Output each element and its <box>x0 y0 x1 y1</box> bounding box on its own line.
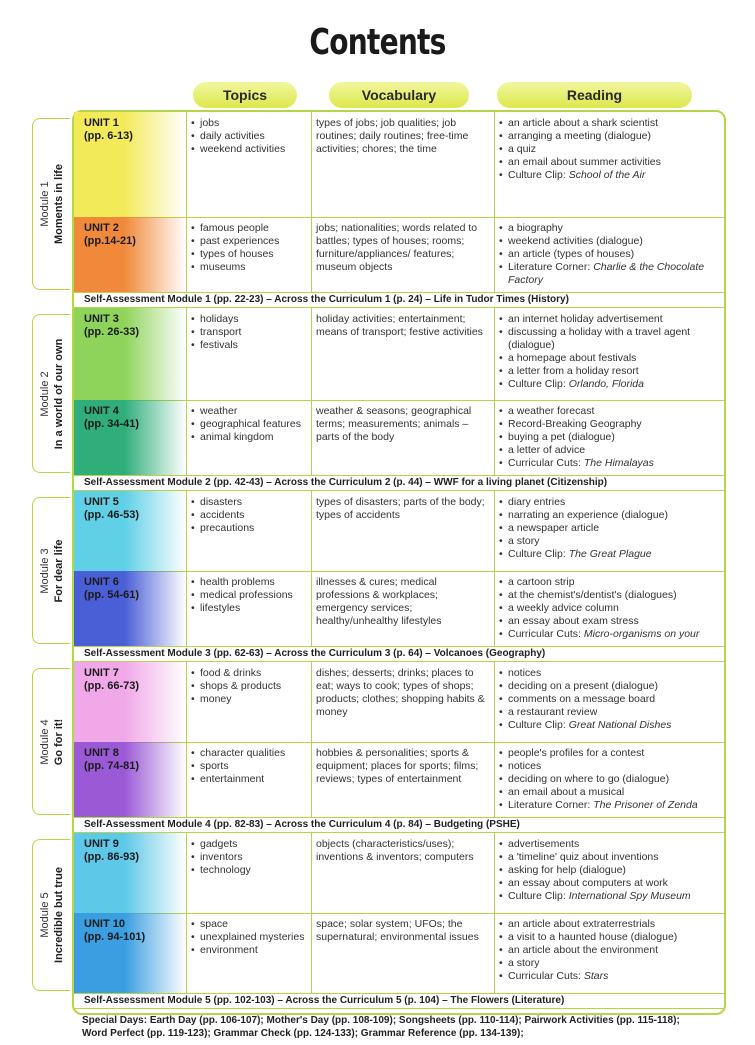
reading-list <box>499 313 720 391</box>
unit-cell <box>74 571 186 646</box>
reading-list <box>499 747 720 812</box>
reading-item-special <box>499 457 720 470</box>
topics-cell <box>186 913 311 993</box>
reading-special-label: Culture Clip: <box>508 719 566 731</box>
reading-special-label: Curricular Cuts: <box>508 628 581 640</box>
module-name: Incredible but true <box>53 867 65 963</box>
reading-item-special <box>499 970 720 983</box>
topics-cell <box>186 571 311 646</box>
reading-list <box>499 405 720 470</box>
topics-cell <box>186 400 311 475</box>
reading-item-special <box>499 548 720 561</box>
topic-item: • health problems <box>191 576 307 589</box>
topic-item: • entertainment <box>191 773 307 786</box>
contents-table <box>72 110 726 1015</box>
vocabulary-cell: illnesses & cures; medical professions & workplaces; emergency services; healthy/unhealthy lifestyles <box>311 571 494 646</box>
self-assessment-row: Self-Assessment Module 5 (pp. 102-103) – Across the Curriculum 5 (p. 104) – The Flowers (Literature) <box>74 993 724 1009</box>
unit-pages: (pp. 34-41) <box>84 418 140 430</box>
reading-item: • an email about summer activities <box>499 156 720 169</box>
unit-row <box>74 742 724 818</box>
module-label <box>33 119 71 289</box>
reading-item: • a visit to a haunted house (dialogue) <box>499 931 720 944</box>
unit-row <box>74 400 724 476</box>
self-assessment-row: Self-Assessment Module 1 (pp. 22-23) – Across the Curriculum 1 (p. 24) – Life in Tudor Times (History) <box>74 292 724 308</box>
reading-item: • a letter from a holiday resort <box>499 365 720 378</box>
unit-title: UNIT 2 <box>84 222 119 234</box>
reading-item: • narrating an experience (dialogue) <box>499 509 720 522</box>
module-bracket <box>32 314 70 473</box>
unit-row <box>74 833 724 914</box>
reading-special-title: Stars <box>583 970 609 982</box>
vocabulary-cell: objects (characteristics/uses); inventions & inventors; computers <box>311 833 494 913</box>
module-label-text <box>38 718 66 764</box>
unit-title: UNIT 1 <box>84 117 119 129</box>
module-bracket <box>32 668 70 815</box>
topic-item: • famous people <box>191 222 307 235</box>
unit-title: UNIT 3 <box>84 313 119 325</box>
reading-cell <box>494 742 724 817</box>
unit-title: UNIT 6 <box>84 576 119 588</box>
unit-pages: (pp. 86-93) <box>84 851 140 863</box>
topic-item: • transport <box>191 326 307 339</box>
reading-item: • a story <box>499 535 720 548</box>
topic-item: • weekend activities <box>191 143 307 156</box>
header-topics: Topics <box>193 82 297 108</box>
module-name: Moments in life <box>53 163 65 245</box>
topic-item: • lifestyles <box>191 602 307 615</box>
reading-item: • an article about a shark scientist <box>499 117 720 130</box>
unit-title: UNIT 10 <box>84 918 125 930</box>
reading-item: • comments on a message board <box>499 693 720 706</box>
topic-item: • inventors <box>191 851 307 864</box>
reading-cell <box>494 308 724 400</box>
topic-item: • accidents <box>191 509 307 522</box>
topic-item: • environment <box>191 944 307 957</box>
reading-cell <box>494 662 724 742</box>
reading-cell <box>494 217 724 292</box>
reading-list <box>499 222 720 287</box>
topic-item: • medical professions <box>191 589 307 602</box>
reading-list <box>499 918 720 983</box>
reading-item-special <box>499 378 720 391</box>
reading-item: • arranging a meeting (dialogue) <box>499 130 720 143</box>
reading-item: • a letter of advice <box>499 444 720 457</box>
vocabulary-cell: types of jobs; job qualities; job routines; daily routines; free-time activities; chores; the time <box>311 112 494 217</box>
unit-pages: (pp. 66-73) <box>84 680 140 692</box>
vocabulary-cell: holiday activities; entertainment; means of transport; festive activities <box>311 308 494 400</box>
reading-item: • Record-Breaking Geography <box>499 418 720 431</box>
reading-special-label: Culture Clip: <box>508 169 566 181</box>
reading-item-special <box>499 890 720 903</box>
reading-item: • a 'timeline' quiz about inventions <box>499 851 720 864</box>
unit-row <box>74 913 724 994</box>
topics-cell <box>186 217 311 292</box>
topics-list <box>191 117 307 156</box>
reading-cell <box>494 400 724 475</box>
unit-cell <box>74 112 186 217</box>
reading-special-label: Curricular Cuts: <box>508 970 581 982</box>
footer <box>82 1014 732 1040</box>
reading-special-title: School of the Air <box>568 169 646 181</box>
reading-special-title: Orlando, Florida <box>568 378 644 390</box>
reading-item: • discussing a holiday with a travel agent (dialogue) <box>499 326 720 352</box>
reading-special-label: Culture Clip: <box>508 548 566 560</box>
topic-item: • festivals <box>191 339 307 352</box>
reading-item: • a weekly advice column <box>499 602 720 615</box>
module-number: Module 5 <box>39 892 51 938</box>
module-label <box>33 498 71 643</box>
unit-cell <box>74 662 186 742</box>
reading-item: • buying a pet (dialogue) <box>499 431 720 444</box>
unit-title: UNIT 4 <box>84 405 119 417</box>
reading-list <box>499 838 720 903</box>
reading-special-title: Great National Dishes <box>568 719 672 731</box>
reading-item-special <box>499 799 720 812</box>
topic-item: • technology <box>191 864 307 877</box>
reading-item: • an essay about computers at work <box>499 877 720 890</box>
reading-item: • a newspaper article <box>499 522 720 535</box>
unit-cell <box>74 833 186 913</box>
unit-pages: (pp. 46-53) <box>84 509 140 521</box>
topic-item: • gadgets <box>191 838 307 851</box>
topic-item: • museums <box>191 261 307 274</box>
topic-item: • sports <box>191 760 307 773</box>
unit-pages: (pp. 26-33) <box>84 326 140 338</box>
module-bracket <box>32 118 70 290</box>
reading-special-label: Literature Corner: <box>508 261 591 273</box>
topic-item: • disasters <box>191 496 307 509</box>
topic-item: • weather <box>191 405 307 418</box>
unit-cell <box>74 913 186 993</box>
reading-item: • an internet holiday advertisement <box>499 313 720 326</box>
topics-list <box>191 667 307 706</box>
module-bracket <box>32 839 70 991</box>
topic-item: • character qualities <box>191 747 307 760</box>
reading-item: • diary entries <box>499 496 720 509</box>
reading-list <box>499 117 720 182</box>
reading-item: • a story <box>499 957 720 970</box>
unit-row <box>74 571 724 647</box>
unit-cell <box>74 742 186 817</box>
unit-cell <box>74 400 186 475</box>
module-name: Go for it! <box>53 718 65 765</box>
topics-list <box>191 496 307 535</box>
unit-row <box>74 662 724 743</box>
reading-item: • asking for help (dialogue) <box>499 864 720 877</box>
topics-list <box>191 838 307 877</box>
topics-cell <box>186 491 311 571</box>
reading-special-label: Curricular Cuts: <box>508 457 581 469</box>
module-name: In a world of our own <box>53 338 65 449</box>
reading-special-title: The Himalayas <box>583 457 654 469</box>
topic-item: • animal kingdom <box>191 431 307 444</box>
reading-item: • an article about the environment <box>499 944 720 957</box>
topic-item: • daily activities <box>191 130 307 143</box>
reading-item: • an email about a musical <box>499 786 720 799</box>
unit-row <box>74 217 724 293</box>
topics-list <box>191 747 307 786</box>
self-assessment-row: Self-Assessment Module 4 (pp. 82-83) – Across the Curriculum 4 (p. 84) – Budgeting (PSHE) <box>74 817 724 833</box>
vocabulary-cell: hobbies & personalities; sports & equipment; places for sports; films; reviews; types of entertainment <box>311 742 494 817</box>
module-label-text <box>38 539 66 602</box>
reading-list <box>499 576 720 641</box>
module-number: Module 4 <box>39 718 51 765</box>
module-bracket <box>32 497 70 644</box>
reading-item: • people's profiles for a contest <box>499 747 720 760</box>
reading-special-title: International Spy Museum <box>568 890 691 902</box>
topics-cell <box>186 112 311 217</box>
reading-item-special <box>499 628 720 641</box>
reading-item: • a biography <box>499 222 720 235</box>
reading-item: • an essay about exam stress <box>499 615 720 628</box>
reading-item: • a quiz <box>499 143 720 156</box>
module-name: For dear life <box>53 539 65 602</box>
topics-list <box>191 222 307 274</box>
reading-item: • notices <box>499 667 720 680</box>
unit-pages: (pp. 94-101) <box>84 931 146 943</box>
unit-row <box>74 112 724 218</box>
reading-list <box>499 496 720 561</box>
reading-special-label: Culture Clip: <box>508 378 566 390</box>
topics-cell <box>186 662 311 742</box>
topic-item: • geographical features <box>191 418 307 431</box>
vocabulary-cell: space; solar system; UFOs; the supernatural; environmental issues <box>311 913 494 993</box>
reading-item: • a weather forecast <box>499 405 720 418</box>
module-number: Module 3 <box>39 547 51 594</box>
unit-pages: (pp.14-21) <box>84 235 136 247</box>
vocabulary-cell: jobs; nationalities; words related to battles; types of houses; rooms; furniture/appliances/ features; museum objects <box>311 217 494 292</box>
reading-cell <box>494 571 724 646</box>
topic-item: • unexplained mysteries <box>191 931 307 944</box>
module-label <box>33 840 71 990</box>
unit-title: UNIT 9 <box>84 838 119 850</box>
module-label-text <box>38 338 66 449</box>
reading-item: • at the chemist's/dentist's (dialogues) <box>499 589 720 602</box>
topics-list <box>191 313 307 352</box>
header-vocabulary: Vocabulary <box>329 82 469 108</box>
reading-item: • an article (types of houses) <box>499 248 720 261</box>
topic-item: • holidays <box>191 313 307 326</box>
topic-item: • past experiences <box>191 235 307 248</box>
unit-cell <box>74 308 186 400</box>
vocabulary-cell: types of disasters; parts of the body; types of accidents <box>311 491 494 571</box>
reading-special-title: Charlie & the Chocolate Factory <box>508 261 705 286</box>
reading-cell <box>494 833 724 913</box>
reading-item: • notices <box>499 760 720 773</box>
unit-pages: (pp. 54-61) <box>84 589 140 601</box>
reading-special-title: The Great Plague <box>568 548 652 560</box>
topics-list <box>191 405 307 444</box>
unit-title: UNIT 7 <box>84 667 119 679</box>
unit-cell <box>74 217 186 292</box>
unit-title: UNIT 8 <box>84 747 119 759</box>
reading-item-special <box>499 169 720 182</box>
reading-item: • a restaurant review <box>499 706 720 719</box>
topic-item: • types of houses <box>191 248 307 261</box>
reading-list <box>499 667 720 732</box>
reading-item: • deciding on a present (dialogue) <box>499 680 720 693</box>
topics-list <box>191 918 307 957</box>
footer-line-1: Special Days: Earth Day (pp. 106-107); Mother's Day (pp. 108-109); Songsheets (pp. 110-114); Pairwork Activities (pp. 115-118); <box>82 1015 680 1026</box>
topic-item: • shops & products <box>191 680 307 693</box>
reading-special-label: Literature Corner: <box>508 799 591 811</box>
topics-cell <box>186 308 311 400</box>
module-label-text <box>38 164 66 244</box>
reading-special-title: The Prisoner of Zenda <box>593 799 698 811</box>
reading-special-title: Micro-organisms on your <box>583 628 700 640</box>
reading-cell <box>494 913 724 993</box>
self-assessment-row: Self-Assessment Module 3 (pp. 62-63) – Across the Curriculum 3 (p. 64) – Volcanoes (Geography) <box>74 646 724 662</box>
module-label <box>33 669 71 814</box>
page-title: Contents <box>309 22 446 63</box>
unit-cell <box>74 491 186 571</box>
module-label <box>33 315 71 472</box>
unit-pages: (pp. 74-81) <box>84 760 140 772</box>
topics-cell <box>186 742 311 817</box>
module-number: Module 1 <box>39 181 51 227</box>
topic-item: • jobs <box>191 117 307 130</box>
vocabulary-cell: dishes; desserts; drinks; places to eat; ways to cook; types of shops; products; clothes; shopping habits & money <box>311 662 494 742</box>
topic-item: • space <box>191 918 307 931</box>
topic-item: • money <box>191 693 307 706</box>
unit-row <box>74 491 724 572</box>
module-label-text <box>38 867 66 963</box>
reading-cell <box>494 112 724 217</box>
reading-special-label: Culture Clip: <box>508 890 566 902</box>
module-number: Module 2 <box>39 370 51 417</box>
topics-list <box>191 576 307 615</box>
reading-item: • deciding on where to go (dialogue) <box>499 773 720 786</box>
reading-item: • weekend activities (dialogue) <box>499 235 720 248</box>
unit-pages: (pp. 6-13) <box>84 130 133 142</box>
reading-item-special <box>499 261 720 287</box>
topic-item: • food & drinks <box>191 667 307 680</box>
header-reading: Reading <box>497 82 692 108</box>
reading-item: • a homepage about festivals <box>499 352 720 365</box>
self-assessment-row: Self-Assessment Module 2 (pp. 42-43) – Across the Curriculum 2 (p. 44) – WWF for a living planet (Citizenship) <box>74 475 724 491</box>
topic-item: • precautions <box>191 522 307 535</box>
unit-title: UNIT 5 <box>84 496 119 508</box>
unit-row <box>74 308 724 401</box>
footer-line-2: Word Perfect (pp. 119-123); Grammar Check (pp. 124-133); Grammar Reference (pp. 134-139); <box>82 1028 524 1039</box>
reading-cell <box>494 491 724 571</box>
reading-item: • advertisements <box>499 838 720 851</box>
topics-cell <box>186 833 311 913</box>
reading-item: • an article about extraterrestrials <box>499 918 720 931</box>
reading-item: • a cartoon strip <box>499 576 720 589</box>
vocabulary-cell: weather & seasons; geographical terms; measurements; animals – parts of the body <box>311 400 494 475</box>
reading-item-special <box>499 719 720 732</box>
